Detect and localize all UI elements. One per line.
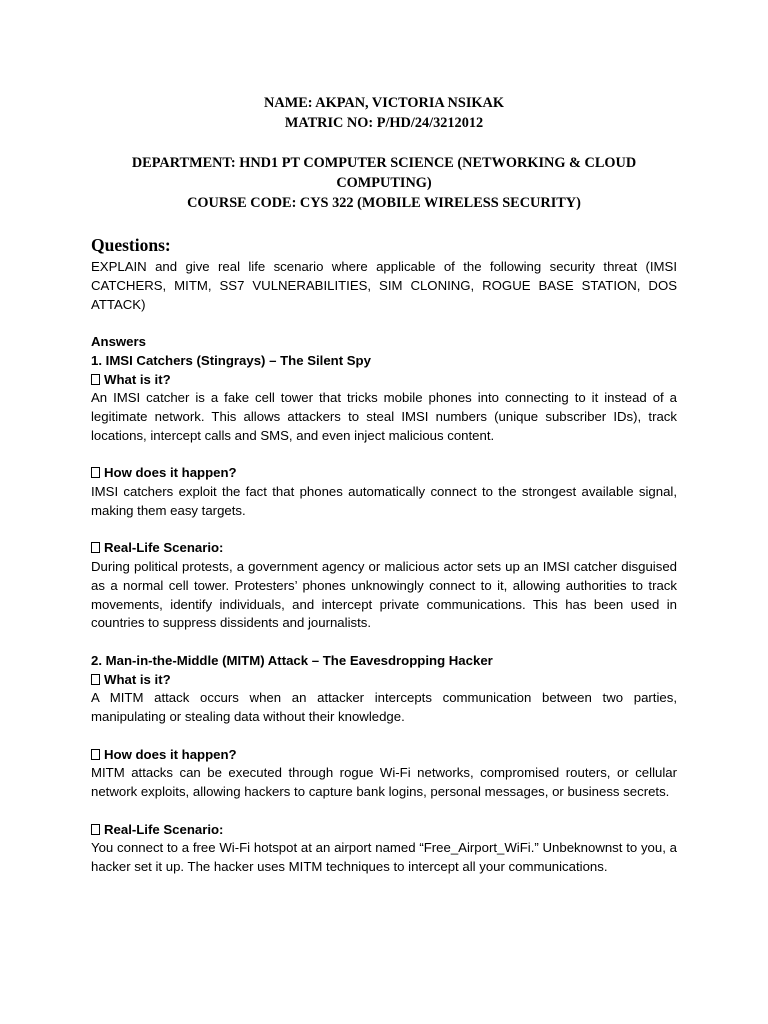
paragraph-how: IMSI catchers exploit the fact that phones automatically connect to the strongest available signal, making them easy targets.: [91, 484, 677, 518]
paragraph-what: A MITM attack occurs when an attacker intercepts communication between two parties, manipulating or stealing data without their knowledge.: [91, 690, 677, 724]
bullet-box-icon: [91, 749, 100, 760]
bullet-box-icon: [91, 674, 100, 685]
paragraph-scenario: During political protests, a government agency or malicious actor sets up an IMSI catcher disguised as a normal cell tower. Protesters’ phones unknowingly connect to it, allowing authorities to track movements, identify individuals, and intercept private communications. This has been used in countries to suppress dissidents and journalists.: [91, 559, 677, 631]
subheading-how: How does it happen?: [91, 464, 677, 483]
subheading-what: What is it?: [91, 371, 677, 390]
course-code: COURSE CODE: CYS 322 (MOBILE WIRELESS SECURITY): [187, 195, 581, 211]
questions-heading: Questions:: [91, 235, 171, 255]
subheading-how: How does it happen?: [91, 746, 677, 765]
student-name: NAME: AKPAN, VICTORIA NSIKAK: [264, 95, 504, 111]
paragraph-scenario: You connect to a free Wi-Fi hotspot at an airport named “Free_Airport_WiFi.” Unbeknownst to you, a hacker set it up. The hacker uses MITM techniques to intercept all your communications.: [91, 840, 677, 874]
subheading-scenario: Real-Life Scenario:: [91, 539, 677, 558]
question-text: EXPLAIN and give real life scenario where applicable of the following security threat (IMSI CATCHERS, MITM, SS7 VULNERABILITIES, SIM CLONING, ROGUE BASE STATION, DOS ATTACK): [91, 259, 677, 312]
subheading-scenario: Real-Life Scenario:: [91, 821, 677, 840]
paragraph-how: MITM attacks can be executed through rogue Wi-Fi networks, compromised routers, or cellular network exploits, allowing hackers to capture bank logins, personal messages, or business secrets.: [91, 765, 677, 799]
document-header: [91, 93, 677, 213]
bullet-box-icon: [91, 467, 100, 478]
section-title-imsi: 1. IMSI Catchers (Stingrays) – The Silent Spy: [91, 352, 371, 368]
paragraph-what: An IMSI catcher is a fake cell tower that tricks mobile phones into connecting to it instead of a legitimate network. This allows attackers to steal IMSI numbers (unique subscriber IDs), track locations, intercept calls and SMS, and even inject malicious content.: [91, 390, 677, 443]
department: DEPARTMENT: HND1 PT COMPUTER SCIENCE (NETWORKING & CLOUD COMPUTING): [131, 155, 637, 191]
bullet-box-icon: [91, 824, 100, 835]
subheading-what: What is it?: [91, 671, 677, 690]
document-body: [91, 258, 677, 877]
bullet-box-icon: [91, 542, 100, 553]
section-title-mitm: 2. Man-in-the-Middle (MITM) Attack – The Eavesdropping Hacker: [91, 652, 493, 668]
bullet-box-icon: [91, 374, 100, 385]
matric-number: MATRIC NO: P/HD/24/3212012: [284, 115, 484, 131]
answers-label: Answers: [91, 334, 146, 349]
